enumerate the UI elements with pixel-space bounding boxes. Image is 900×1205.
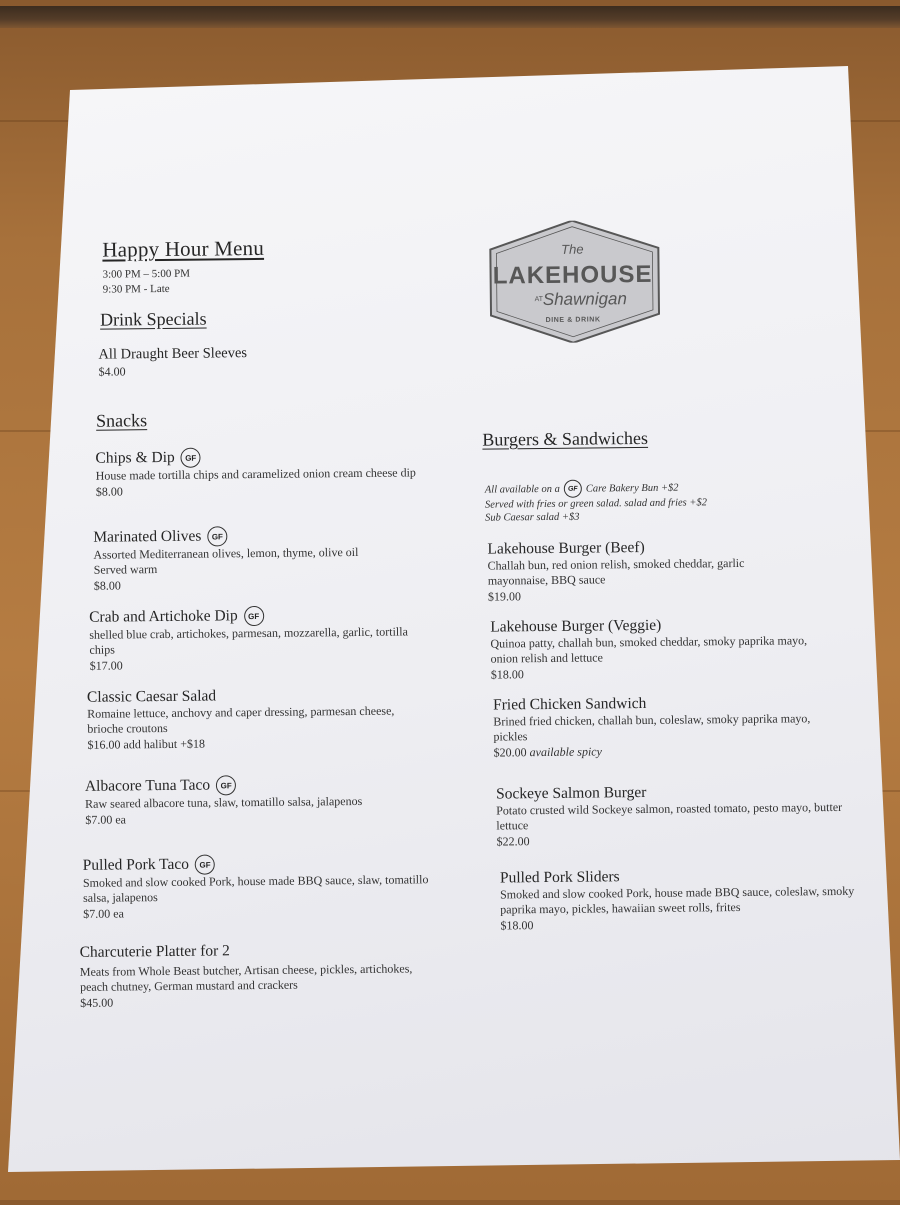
item-name: Fried Chicken Sandwich xyxy=(493,694,647,714)
menu-item xyxy=(85,773,426,828)
menu-item xyxy=(87,685,428,753)
logo-tagline: DINE & DRINK xyxy=(545,316,601,324)
page-title: Happy Hour Menu xyxy=(102,235,265,262)
item-price: $22.00 xyxy=(496,834,530,849)
gluten-free-icon: GF xyxy=(181,448,201,468)
item-name: Marinated Olives xyxy=(93,527,202,546)
item-price: $45.00 xyxy=(80,995,114,1010)
item-name: Pulled Pork Sliders xyxy=(499,868,620,887)
note-text: All available on a xyxy=(484,483,560,496)
item-description: Smoked and slow cooked Pork, house made BBQ sauce, coleslaw, smoky paprika mayo, pickles, hawaiian sweet rolls, frites xyxy=(500,883,855,917)
menu-item xyxy=(500,866,871,934)
hours-line: 9:30 PM - Late xyxy=(102,282,170,296)
menu-item xyxy=(83,852,444,922)
item-name: Pulled Pork Taco xyxy=(82,855,190,874)
item-name: Sockeye Salmon Burger xyxy=(495,783,647,803)
burgers-heading: Burgers & Sandwiches xyxy=(482,427,649,450)
menu-item xyxy=(89,604,430,674)
gluten-free-icon: GF xyxy=(216,775,236,795)
menu-item xyxy=(98,345,247,380)
menu-item xyxy=(490,615,831,683)
menu-item xyxy=(487,537,798,604)
drink-specials-heading: Drink Specials xyxy=(99,308,207,330)
gluten-free-icon: GF xyxy=(195,854,215,874)
note-text: Served with fries or green salad. salad and fries +$2 xyxy=(484,497,707,511)
item-description: Potato crusted wild Sockeye salmon, roasted tomato, pesto mayo, butter lettuce xyxy=(496,799,843,833)
item-price: $7.00 ea xyxy=(83,906,124,921)
item-price: $18.00 xyxy=(490,667,524,682)
hours xyxy=(103,267,191,298)
item-name: Crab and Artichoke Dip xyxy=(89,607,238,626)
item-description: Challah bun, red onion relish, smoked cheddar, garlic mayonnaise, BBQ sauce xyxy=(487,555,745,588)
item-description: Romaine lettuce, anchovy and caper dressing, parmesan cheese, brioche croutons xyxy=(87,703,395,736)
burgers-note xyxy=(485,477,815,524)
item-price: $4.00 xyxy=(98,364,126,379)
logo-name: LAKEHOUSE xyxy=(492,260,653,290)
hours-line: 3:00 PM – 5:00 PM xyxy=(102,267,191,281)
item-price: $8.00 xyxy=(95,484,123,499)
menu-item xyxy=(95,445,436,500)
logo-at: AT xyxy=(534,296,544,304)
item-description: shelled blue crab, artichokes, parmesan, mozzarella, garlic, tortilla chips xyxy=(89,624,408,657)
item-description: Meats from Whole Beast butcher, Artisan cheese, pickles, artichokes, peach chutney, German mustard and crackers xyxy=(79,961,413,994)
item-price: $16.00 add halibut +$18 xyxy=(87,736,205,752)
item-name: Lakehouse Burger (Beef) xyxy=(487,538,645,558)
menu-item xyxy=(80,940,431,1011)
menu-item xyxy=(93,525,394,594)
price-note: available spicy xyxy=(529,744,602,760)
item-name: All Draught Beer Sleeves xyxy=(98,345,248,363)
logo-the: The xyxy=(561,241,584,257)
item-price: $18.00 xyxy=(500,918,534,933)
item-price: $17.00 xyxy=(89,658,123,673)
gluten-free-icon: GF xyxy=(564,480,582,498)
item-price: $20.00 xyxy=(493,745,527,760)
item-description: Raw seared albacore tuna, slaw, tomatillo salsa, jalapenos xyxy=(85,793,363,811)
item-name: Lakehouse Burger (Veggie) xyxy=(490,616,662,636)
item-description: House made tortilla chips and caramelized onion cream cheese dip xyxy=(95,465,416,483)
item-description: Assorted Mediterranean olives, lemon, thyme, olive oil Served warm xyxy=(93,544,359,577)
note-text: Sub Caesar salad +$3 xyxy=(485,511,580,524)
gluten-free-icon: GF xyxy=(244,606,264,626)
item-price: $7.00 ea xyxy=(85,812,127,827)
item-description: Brined fried chicken, challah bun, coleslaw, smoky paprika mayo, pickles xyxy=(493,711,811,744)
item-name: Charcuterie Platter for 2 xyxy=(79,942,230,961)
item-name: Classic Caesar Salad xyxy=(86,687,217,706)
item-name: Chips & Dip xyxy=(95,448,175,467)
note-text: Care Bakery Bun +$2 xyxy=(585,482,679,495)
gluten-free-icon: GF xyxy=(207,526,227,546)
item-price: $19.00 xyxy=(487,589,522,604)
logo-place: Shawnigan xyxy=(542,289,628,310)
restaurant-logo xyxy=(476,220,672,349)
item-name: Albacore Tuna Taco xyxy=(84,776,211,795)
snacks-heading: Snacks xyxy=(95,410,148,431)
menu-item xyxy=(496,782,847,850)
item-description: Smoked and slow cooked Pork, house made BBQ sauce, slaw, tomatillo salsa, jalapenos xyxy=(82,872,429,905)
item-price: $8.00 xyxy=(93,578,121,593)
item-description: Quinoa patty, challah bun, smoked cheddar, smoky paprika mayo, onion relish and lettuce xyxy=(490,633,808,666)
menu-item xyxy=(493,693,834,761)
